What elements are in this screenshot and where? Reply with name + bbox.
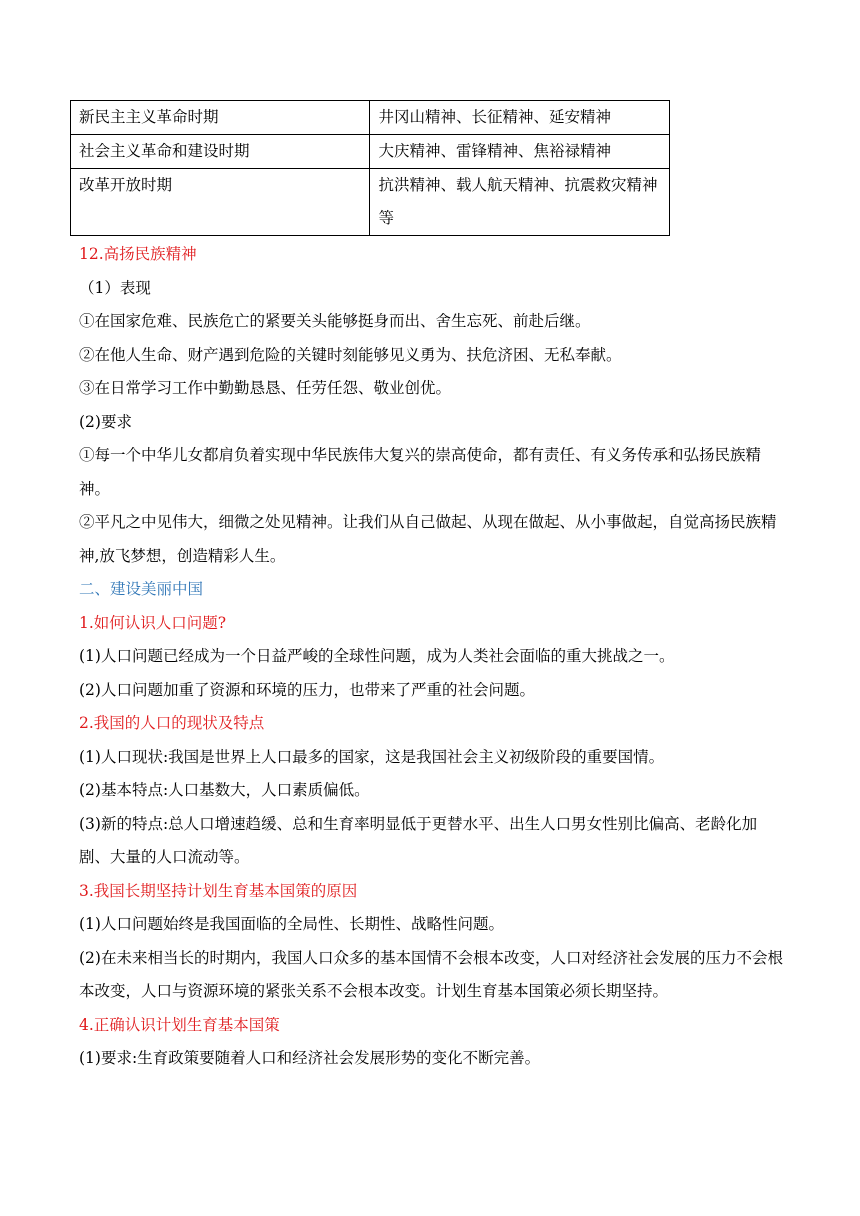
paragraph: (2)在未来相当长的时期内，我国人口众多的基本国情不会根本改变，人口对经济社会发展的压力不会根本改变，人口与资源环境的紧张关系不会根本改变。计划生育基本国策必须长期坚持。 <box>79 948 783 1000</box>
paragraph: (1)要求:生育政策要随着人口和经济社会发展形势的变化不断完善。 <box>79 1049 541 1067</box>
question-heading: 4.正确认识计划生育基本国策 <box>79 1015 280 1034</box>
table-cell-period: 社会主义革命和建设时期 <box>71 135 370 169</box>
table-cell-period: 改革开放时期 <box>71 169 370 236</box>
table-row <box>71 169 670 236</box>
part-heading: 二、建设美丽中国 <box>79 580 204 598</box>
document-body <box>79 238 784 1076</box>
paragraph: ①每一个中华儿女都肩负着实现中华民族伟大复兴的崇高使命，都有责任、有义务传承和弘扬民族精神。 <box>79 446 762 498</box>
table-row <box>71 101 670 135</box>
table-cell-period: 新民主主义革命时期 <box>71 101 370 135</box>
table-cell-spirit: 大庆精神、雷锋精神、焦裕禄精神 <box>370 135 670 169</box>
paragraph: (1)人口问题始终是我国面临的全局性、长期性、战略性问题。 <box>79 915 504 933</box>
paragraph: ②在他人生命、财产遇到危险的关键时刻能够见义勇为、扶危济困、无私奉献。 <box>79 345 622 364</box>
question-heading: 2.我国的人口的现状及特点 <box>79 714 265 732</box>
sub-heading: （1）表现 <box>79 278 151 297</box>
table-cell-spirit: 井冈山精神、长征精神、延安精神 <box>370 101 670 135</box>
spirit-periods-table <box>70 100 670 236</box>
sub-heading: (2)要求 <box>79 412 132 431</box>
paragraph: (1)人口现状:我国是世界上人口最多的国家，这是我国社会主义初级阶段的重要国情。 <box>79 747 665 766</box>
paragraph: (2)基本特点:人口基数大，人口素质偏低。 <box>79 781 370 799</box>
paragraph: (2)人口问题加重了资源和环境的压力，也带来了严重的社会问题。 <box>79 680 535 699</box>
section-heading: 12.高扬民族精神 <box>79 245 197 263</box>
question-heading: 1.如何认识人口问题? <box>79 613 227 632</box>
paragraph: ③在日常学习工作中勤勤恳恳、任劳任怨、敬业创优。 <box>79 379 452 397</box>
table-cell-spirit: 抗洪精神、载人航天精神、抗震救灾精神等 <box>370 169 670 236</box>
table-row <box>71 135 670 169</box>
paragraph: ①在国家危难、民族危亡的紧要关头能够挺身而出、舍生忘死、前赴后继。 <box>79 312 591 330</box>
paragraph: (3)新的特点:总人口增速趋缓、总和生育率明显低于更替水平、出生人口男女性别比偏高、老龄化加剧、大量的人口流动等。 <box>79 814 758 866</box>
question-heading: 3.我国长期坚持计划生育基本国策的原因 <box>79 881 358 900</box>
paragraph: (1)人口问题已经成为一个日益严峻的全球性问题，成为人类社会面临的重大挑战之一。 <box>79 647 675 665</box>
paragraph: ②平凡之中见伟大，细微之处见精神。让我们从自己做起、从现在做起、从小事做起，自觉高扬民族精神,放飞梦想，创造精彩人生。 <box>79 513 777 565</box>
